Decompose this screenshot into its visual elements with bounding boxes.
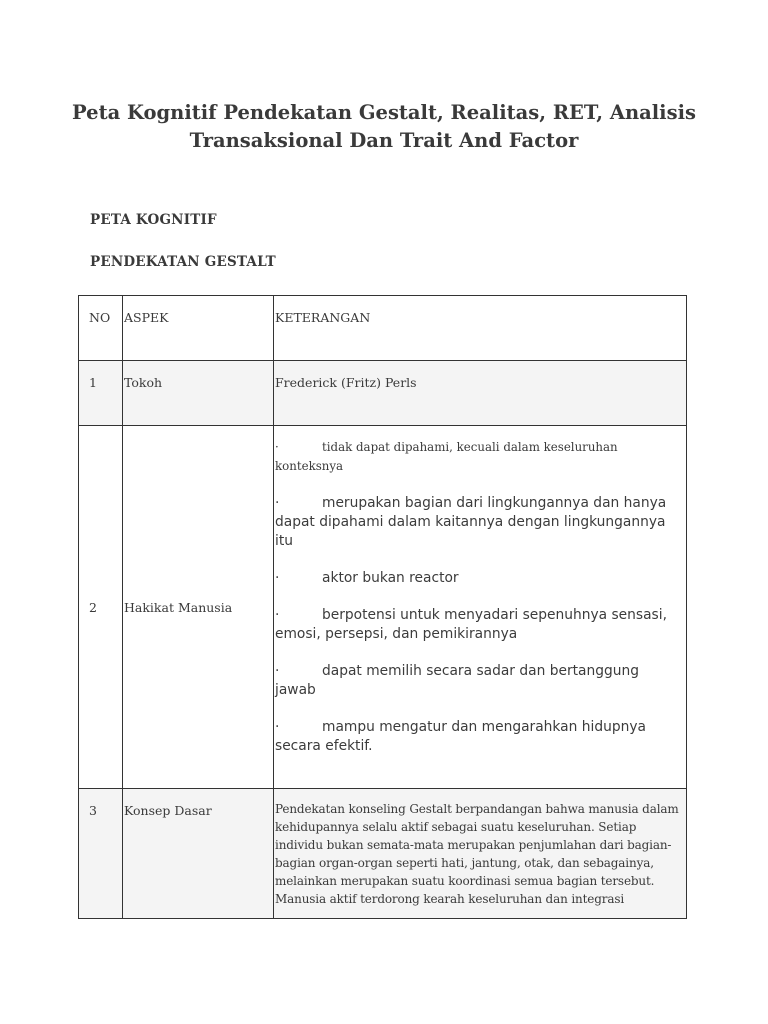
- bullet-text: tidak dapat dipahami, kecuali dalam keseluruhan konteksnya: [275, 440, 618, 473]
- row-no: 3: [89, 803, 97, 818]
- bullet-list: [274, 426, 686, 756]
- table-row: [79, 789, 687, 919]
- section-heading-peta-kognitif: PETA KOGNITIF: [90, 212, 217, 228]
- row-no: 1: [89, 375, 97, 390]
- bullet-dot: ·: [275, 570, 280, 586]
- header-aspek: ASPEK: [124, 310, 169, 325]
- header-keterangan: KETERANGAN: [275, 310, 371, 325]
- header-no: NO: [89, 310, 111, 325]
- row-no-cell: [79, 426, 123, 789]
- row-keterangan-cell: [274, 789, 687, 919]
- bullet-text: dapat memilih secara sadar dan bertanggung jawab: [275, 663, 639, 698]
- row-aspek: Hakikat Manusia: [124, 599, 233, 615]
- row-no: 2: [89, 599, 97, 615]
- bullet-text: aktor bukan reactor: [322, 570, 459, 586]
- row-aspek-cell: [123, 426, 274, 789]
- row-aspek: Tokoh: [124, 375, 163, 390]
- bullet-dot: ·: [275, 607, 280, 623]
- bullet-dot: ·: [275, 495, 280, 511]
- bullet-dot: ·: [275, 440, 279, 454]
- page-title: Peta Kognitif Pendekatan Gestalt, Realitas, RET, Analisis Transaksional Dan Trait And Factor: [72, 101, 696, 152]
- list-item: [275, 718, 682, 756]
- list-item: [275, 569, 682, 588]
- header-no-cell: [79, 296, 123, 361]
- row-aspek-cell: [123, 361, 274, 426]
- bullet-dot: ·: [275, 719, 280, 735]
- bullet-dot: ·: [275, 663, 280, 679]
- bullet-text: mampu mengatur dan mengarahkan hidupnya secara efektif.: [275, 719, 646, 754]
- bullet-text: berpotensi untuk menyadari sepenuhnya sensasi, emosi, persepsi, dan pemikirannya: [275, 607, 667, 642]
- row-keterangan: Frederick (Fritz) Perls: [275, 375, 417, 390]
- header-keterangan-cell: [274, 296, 687, 361]
- row-keterangan: Pendekatan konseling Gestalt berpandangan bahwa manusia dalam kehidupannya selalu aktif sebagai suatu keseluruhan. Setiap individu bukan semata-mata merupakan penjumlahan dari bagian-bagian organ-organ seperti hati, jantung, otak, dan sebagainya, melainkan merupakan suatu koordinasi semua bagian tersebut. Manusia aktif terdorong kearah keseluruhan dan integrasi: [275, 802, 679, 906]
- row-keterangan-cell: [274, 426, 687, 789]
- row-aspek-cell: [123, 789, 274, 919]
- list-item: [275, 438, 682, 476]
- table-row: [79, 426, 687, 789]
- list-item: [275, 494, 682, 551]
- header-aspek-cell: [123, 296, 274, 361]
- bullet-text: merupakan bagian dari lingkungannya dan hanya dapat dipahami dalam kaitannya dengan lingkungannya itu: [275, 495, 667, 549]
- aspect-table: [78, 295, 687, 919]
- list-item: [275, 662, 682, 700]
- table-row: [79, 361, 687, 426]
- row-keterangan-cell: [274, 361, 687, 426]
- section-heading-pendekatan-gestalt: PENDEKATAN GESTALT: [90, 254, 276, 270]
- list-item: [275, 606, 682, 644]
- row-no-cell: [79, 789, 123, 919]
- table-header-row: [79, 296, 687, 361]
- row-no-cell: [79, 361, 123, 426]
- row-aspek: Konsep Dasar: [124, 803, 212, 818]
